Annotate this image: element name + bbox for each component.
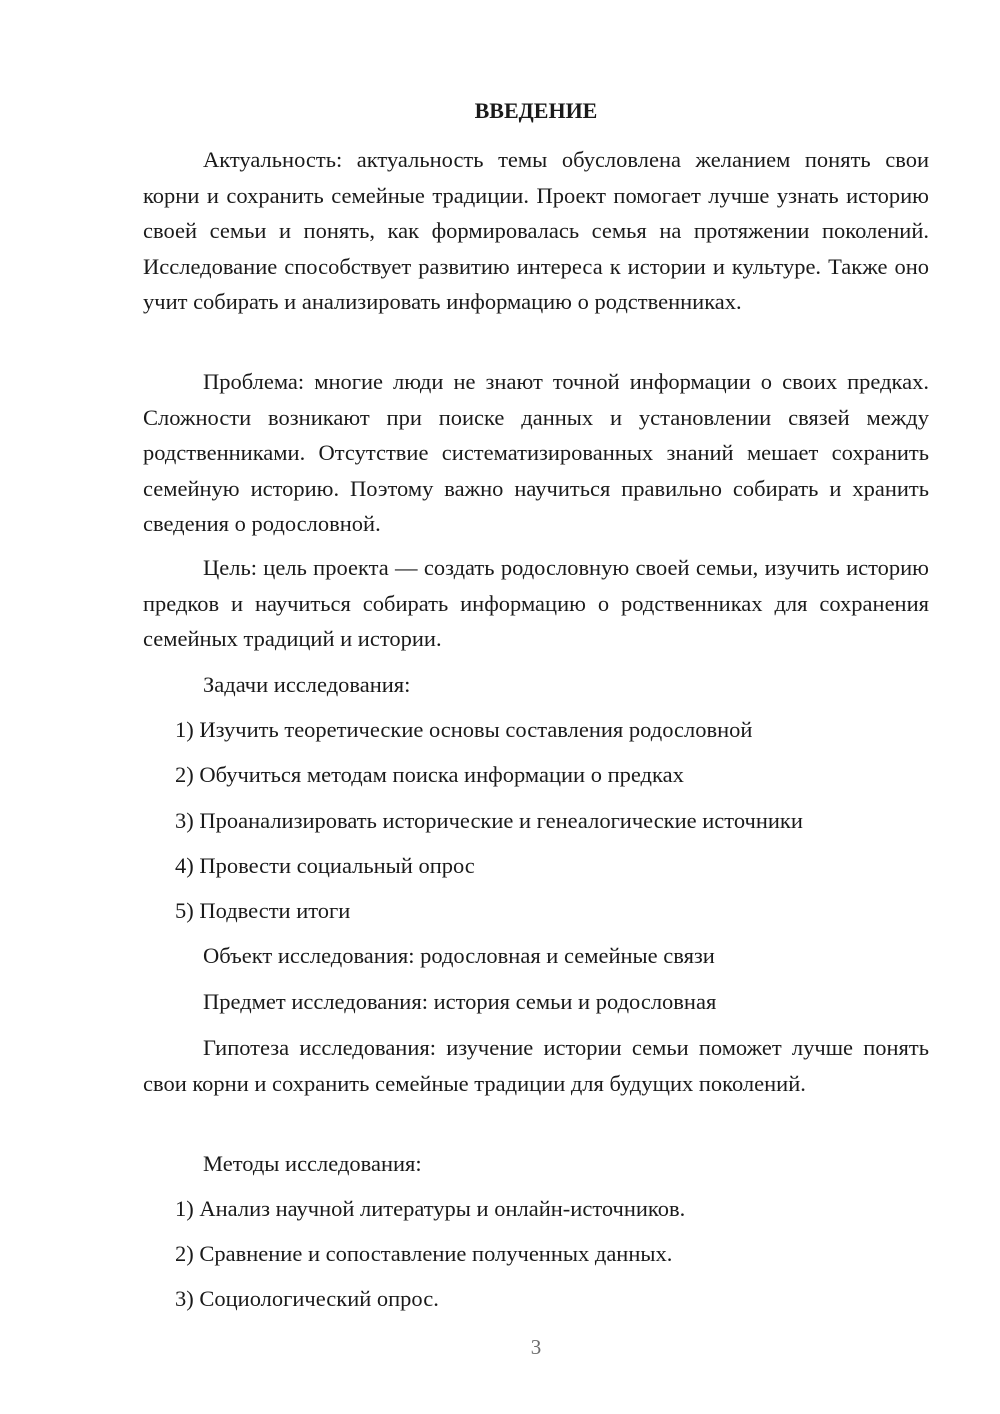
research-subject: Предмет исследования: история семьи и родословная: [203, 989, 717, 1014]
task-item: 4) Провести социальный опрос: [175, 853, 475, 878]
method-item: 2) Сравнение и сопоставление полученных данных.: [175, 1241, 673, 1266]
task-item: 2) Обучиться методам поиска информации о предках: [175, 762, 684, 787]
page-title: ВВЕДЕНИЕ: [474, 98, 598, 123]
task-item: 5) Подвести итоги: [175, 898, 351, 923]
tasks-heading: Задачи исследования:: [203, 672, 411, 697]
paragraph-relevance: Актуальность: актуальность темы обусловлена желанием понять свои корни и сохранить семейные традиции. Проект помогает лучше узнать историю своей семьи и понять, как формировалась семья на протяжении поколений. Исследование способствует развитию интереса к истории и культуре. Также оно учит собирать и анализировать информацию о родственниках.: [143, 147, 929, 314]
method-item: 1) Анализ научной литературы и онлайн-источников.: [175, 1196, 686, 1221]
task-item: 1) Изучить теоретические основы составления родословной: [175, 717, 753, 742]
method-item: 3) Социологический опрос.: [175, 1286, 439, 1311]
paragraph-hypothesis: Гипотеза исследования: изучение истории семьи поможет лучше понять свои корни и сохранить семейные традиции для будущих поколений.: [143, 1035, 929, 1096]
paragraph-goal: Цель: цель проекта — создать родословную своей семьи, изучить историю предков и научиться собирать информацию о родственниках для сохранения семейных традиций и истории.: [143, 555, 929, 651]
task-item: 3) Проанализировать исторические и генеалогические источники: [175, 808, 803, 833]
paragraph-problem: Проблема: многие люди не знают точной информации о своих предках. Сложности возникают при поиске данных и установлении связей между родственниками. Отсутствие систематизированных знаний мешает сохранить семейную историю. Поэтому важно научиться правильно собирать и хранить сведения о родословной.: [143, 369, 929, 536]
document-page: [143, 0, 929, 1414]
page-number: 3: [530, 1335, 542, 1359]
research-object: Объект исследования: родословная и семейные связи: [203, 943, 715, 968]
methods-heading: Методы исследования:: [203, 1151, 422, 1176]
